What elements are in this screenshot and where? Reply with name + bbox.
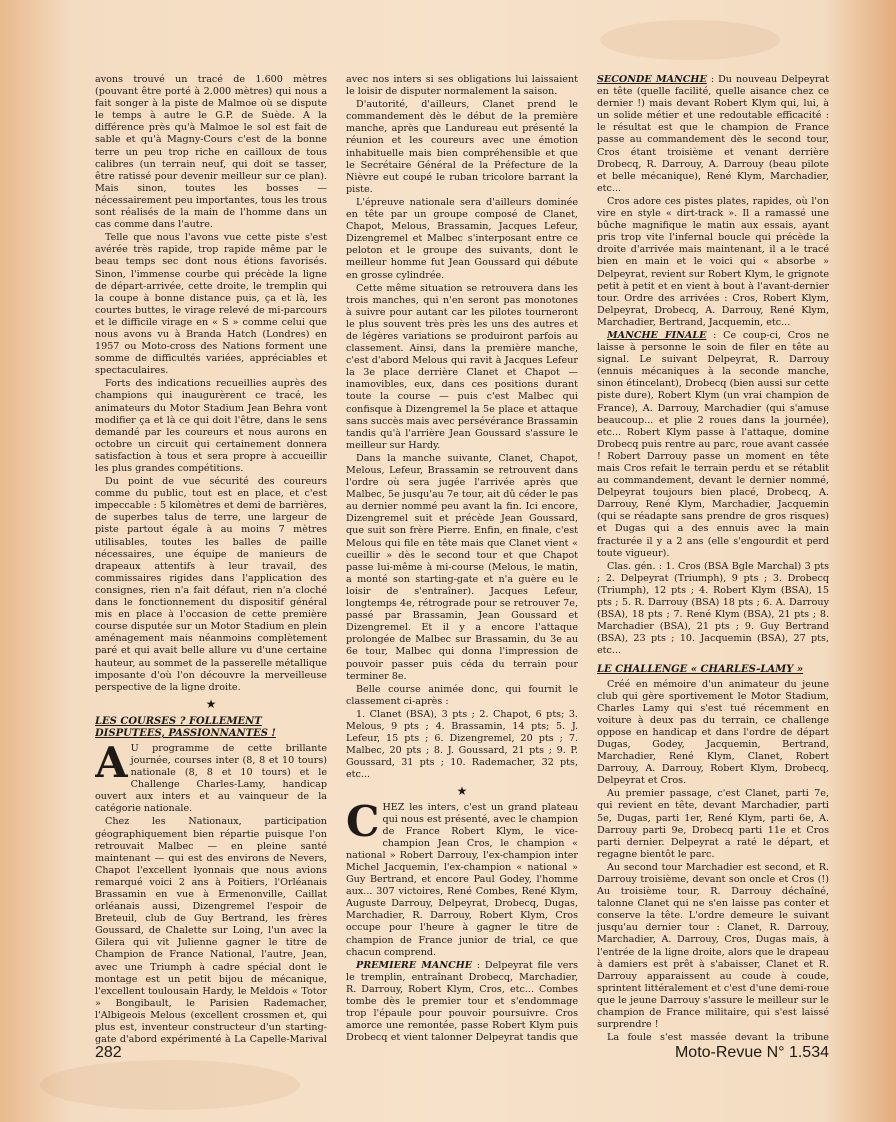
paragraph: Cette même situation se retrouvera dans les trois manches, qui n'en seront pas monotones à suivre pour autant car les pilotes tourneront le plus souvent très près les uns des autres et de légères variations se produiront parfois au classement. Ainsi, dans la première manche, c'est d'abord Melous qui ravit à Jacques Lefeur la 3e place derrière Clanet et Chapot — inamovibles, eux, dans ces positions durant toute la course — puis c'est Malbec qui confisque à Dizengremel la 5e place et attaque sans succès mais avec persévérance Brassamin tandis qu'à l'arrière Jean Goussard s'assure le meilleur sur Hardy. [346, 282, 578, 451]
paper-stain [40, 1060, 300, 1110]
column-3 [597, 74, 829, 1044]
paragraph: Belle course animée donc, qui fournit le classement ci-après : [346, 683, 578, 707]
paragraph: Du point de vue sécurité des coureurs comme du public, tout est en place, et c'est impeccable : 5 kilomètres et demi de barrières, de superbes talus de terre, une largeur de piste partout égale à au moins 7 mètres utilisables, toutes les balles de paille nécessaires, une équipe de manieurs de drapeaux attentifs à leur travail, des commissaires rigides dans l'application des consignes, rien n'a fait défaut, rien n'a cloché dans le fonctionnement du dispositif général mis en place à l'occasion de cette première course disputée sur un Motor Stadium en plein aménagement mais néanmoins complètement paré et qui avait belle allure vu d'une certaine hauteur, au sommet de la passerelle métallique imposante d'où l'on découvre la merveilleuse perspective de la ligne droite. [95, 476, 327, 693]
paragraph: D'autorité, d'ailleurs, Clanet prend le commandement dès le début de la première manche, après que Landureau eut présenté la réunion et les coureurs avec une émotion inhabituelle mais bien compréhensible et que le Secrétaire Général de la Préfecture de la Nièvre eut coupé le ruban tricolore barrant la piste. [346, 99, 578, 195]
inline-heading: PREMIERE MANCHE [356, 959, 473, 971]
drop-cap: C [346, 796, 380, 846]
paragraph: Telle que nous l'avons vue cette piste s'est avérée très rapide, trop rapide même par le beau temps sec dont nous étions favorisés. Sinon, l'immense courbe qui précède la ligne de départ-arrivée, cette droite, le tremplin qui la coupe à bonne distance puis, ça et là, les courtes buttes, le virage relevé de mi-parcours et le difficile virage en « S » comme celui que nous avons vu à Branda Hatch (Londres) en 1957 ou Moto-cross des Nations forment une somme de difficultés variées, appréciables et spectaculaires. [95, 232, 327, 377]
paragraph: Forts des indications recueillies auprès des champions qui inaugurèrent ce tracé, les animateurs du Motor Stadium Jean Behra vont modifier ça et là ce qui doit l'être, dans le sens demandé par les coureurs et nous aurons en octobre un circuit qui certainement donnera satisfaction à tous et sera propre à accueillir les plus grandes compétitions. [95, 378, 327, 474]
paragraph: A U programme de cette brillante journée, courses inter (8, 8 et 10 tours) nationale (8, 8 et 10 tours) et le Challenge Charles-Lamy, handicap ouvert aux inters et au vainqueur de la catégorie nationale. [95, 737, 327, 815]
column-1 [95, 74, 327, 1044]
paragraph: Cros adore ces pistes plates, rapides, où l'on vire en style « dirt-track ». Il a ramassé une bûche magnifique le matin aux essais, ayant pris trop vite l'infernal boucle qui précède la droite d'arrivée mais maintenant, il a le tracé bien en main et le voici qui « absorbe » Delpeyrat, revient sur Robert Klym, le grignote petit à petit et en vient à bout à l'avant-dernier tour. Ordre des arrivées : Cros, Robert Klym, Delpeyrat, Drobecq, A. Darrouy, René Klym, Marchadier, Bertrand, Jacquemin, etc... [597, 195, 829, 328]
paragraph: avec nos inters si ses obligations lui laissaient le loisir de disputer normalement la saison. [346, 74, 578, 98]
page-number: 282 [95, 1044, 122, 1061]
paragraph: Dans la manche suivante, Clanet, Chapot, Melous, Lefeur, Brassamin se retrouvent dans l'ordre où sera jugée l'arrivée après que Malbec, 5e jusqu'au 7e tour, ait dû céder le pas au dernier nommé peu avant la fin. Ici encore, Dizengremel suit et précède Jean Goussard, que suit son frère Pierre. Enfin, en finale, c'est Melous qui file en tête mais que Clanet vient « cueillir » dès le second tour et que Chapot passe lui-même à mi-course (Melous, le matin, a monté son starting-gate et n'a guère eu le loisir de s'entraîner). Jacques Lefeur, longtemps 4e, rétrograde pour se retrouver 7e, passé par Brassamin, Jean Goussard et Dizengremel. Et il y a encore l'attaque prolongée de Malbec sur Brassamin, du 3e au 6e tour, Malbec qui donna l'impression de pouvoir passer puis céda du terrain pour terminer 8e. [346, 452, 578, 682]
drop-cap: A [95, 737, 128, 787]
inline-heading: SECONDE MANCHE [597, 74, 707, 85]
star-separator: ★ [205, 696, 217, 711]
inline-heading: MANCHE FINALE [607, 329, 707, 341]
paragraph: Au premier passage, c'est Clanet, parti 7e, qui revient en tête, devant Marchadier, parti 5e, Dugas, parti 1er, René Klym, parti 6e, A. Darrouy parti 9e, Drobecq parti 11e et Cros parti dernier. Delpeyrat a raté le départ, et regagne bientôt le parc. [597, 788, 829, 860]
paragraph: La foule s'est massée devant la tribune [607, 1032, 829, 1044]
paragraph: avons trouvé un tracé de 1.600 mètres (pouvant être porté à 2.000 mètres) qui nous a fait songer à la piste de Malmoe où se dispute le temps à autre le G.P. de Suède. A la différence près qu'à Malmoe le sol est fait de sable et qu'à Magny-Cours c'est de la bonne terre un peu trop riche en cailloux de tous calibres (un terrain neuf, qui doit se tasser, être ratissé pour devenir meilleur sur ce plan). Mais sinon, toutes les bosses — nécessairement peu importantes, tous les trous sont réalisés de la main de l'homme dans un cas comme dans l'autre. [95, 74, 327, 231]
results-list: Clas. gén. : 1. Cros (BSA Bgle Marchal) 3 pts ; 2. Delpeyrat (Triumph), 9 pts ; 3. Drobecq (Triumph), 12 pts ; 4. Robert Klym (BSA), 15 pts ; 5. R. Darrouy (BSA) 18 pts ; 6. A. Darrouy (BSA), 18 pts ; 7. René Klym (BSA), 21 pts ; 8. Marchadier (BSA), 21 pts ; 9. Guy Bertrand (BSA), 23 pts ; 10. Jacquemin (BSA), 27 pts, etc... [597, 560, 829, 657]
paragraph: SECONDE MANCHE : Du nouveau Delpeyrat en tête (quelle facilité, quelle aisance chez ce dernier !) mais devant Robert Klym qui, lui, à un solide métier et une redoutable efficacité : le résultat est que le champion de France passe au commandement dès le second tour, Cros étant troisième et venant derrière Drobecq, R. Darrouy, A. Darrouy (beau pilote et belle mécanique), René Klym, Marchadier, etc... [597, 74, 829, 194]
section-heading: LE CHALLENGE « CHARLES-LAMY » [597, 663, 804, 675]
paper-stain [600, 20, 780, 60]
paragraph: L'épreuve nationale sera d'ailleurs dominée en tête par un groupe composé de Clanet, Chapot, Melous, Brassamin, Jacques Lefeur, Dizengremel et Malbec s'interposant entre ce peloton et le groupe des suivants, dont le meilleur homme fut Jean Goussard qui débute en grosse cylindrée. [346, 196, 578, 281]
paragraph: Créé en mémoire d'un animateur du jeune club qui gère sportivement le Motor Stadium, Charles Lamy qui s'est tué récemment en voiture à deux pas du terrain, ce challenge oppose en handicap et dans l'ordre de départ Dugas, Godey, Jacquemin, Bertrand, Marchadier, René Klym, Clanet, Robert Darrouy, A. Darrouy, Robert Klym, Drobecq, Delpeyrat et Cros. [597, 678, 829, 787]
section-heading: LES COURSES ? FOLLEMENT DISPUTEES, PASSIONNANTES ! [95, 715, 276, 739]
paragraph: Au second tour Marchadier est second, et R. Darrouy troisième, devant son oncle et Cros (!) Au troisième tour, R. Darrouy déchaîné, talonne Clanet qui ne s'en laisse pas conter et conserve la tête. L'ordre demeure le suivant jusqu'au dernier tour : Clanet, R. Darrouy, Marchadier, A. Darrouy, Cros, Dugas mais, à l'entrée de la ligne droite, alors que le drapeau à damiers est prêt à s'abaisser, Clanet et R. Darrouy apparaissent au coude à coude, sprintent littéralement et c'est d'une demi-roue que le jeune Darrouy s'assure le meilleur sur le champion de France militaire, qui s'est laissé surprendre ! [597, 861, 829, 1031]
magazine-title: Moto-Revue N° 1.534 [674, 1044, 829, 1061]
paragraph: Chez les Nationaux, participation géographiquement bien répartie puisque l'on retrouvait Malbec — en pleine santé maintenant — qui est des environs de Nevers, Chapot l'excellent lyonnais que nous avions remarqué voici 2 ans à Poitiers, l'Orléanais Brassamin en vue à Ermenonville, Caillat orléanais aussi, Dizengremel l'espoir de Breteuil, club de Guy Bertrand, les frères Goussard, de Chalette sur Loing, l'un avec la Gilera qui vit Julienne gagner le titre de Champion de France National, l'autre, Jean, avec une Triumph à cadre spécial dont le montage est un petit bijou de mécanique, l'excellent toulousain Hardy, le Meldois « Totor » Bongibault, le Parisien Rademacher, l'Albigeois Melous (excellent crossmen et, qui plus est, inventeur constructeur d'un starting-gate d'abord expérimenté à La Capelle-Marival [95, 816, 327, 1044]
paragraph: MANCHE FINALE : Ce coup-ci, Cros ne laisse à personne le soin de filer en tête au signal. Le suivant Delpeyrat, R. Darrouy (ennuis mécaniques à la seconde manche, sinon étincelant), Drobecq (bien aussi sur cette piste dure), Robert Klym (un vrai champion de France), A. Darrouy, Marchadier (qui s'amuse beaucoup... et plie 2 roues dans la journée), etc... Robert Klym passe à l'attaque, domine Drobecq puis rentre au parc, roue avant cassée ! Robert Darrouy passe un moment en tête mais Cros refait le terrain perdu et se rétablit au commandement, devant le dernier nommé, Delpeyrat toujours bien placé, Drobecq, A. Darrouy, René Klym, Marchadier, Jacquemin (qui se réadapte sans prendre de gros risques) et Dugas qui a des ennuis avec la main fracturée il y a 2 ans (elle s'engourdit et perd toute vigueur). [597, 329, 829, 559]
paragraph: CHEZ les inters, c'est un grand plateau qui nous est présenté, avec le champion de France Robert Klym, le vice-champion Jean Cros, le champion « national » Robert Darrouy, l'ex-champion inter Michel Jacquemin, l'ex-champion « national » Guy Bertrand, et encore Paul Godey, l'homme aux... 307 victoires, René Combes, René Klym, Auguste Darrouy, Delpeyrat, Drobecq, Dugas, Marchadier, R. Darrouy, Robert Klym, Cros occupe pour l'heure à gagner le titre de champion de France junior de trial, ce que chacun comprend. [346, 796, 578, 958]
paragraph: PREMIERE MANCHE : Delpeyrat file vers le tremplin, entraînant Drobecq, Marchadier, R. Darrouy, Robert Klym, Cros, etc... Combes tombe dès le premier tour et s'endommage trop l'épaule pour pouvoir poursuivre. Cros amorce une remontée, passe Robert Klym puis Drobecq et vient talonner Delpeyrat tandis que [346, 959, 578, 1044]
results-list: 1. Clanet (BSA), 3 pts ; 2. Chapot, 6 pts; 3. Melous, 9 pts ; 4. Brassamin, 14 pts; 5. J. Lefeur, 15 pts ; 6. Dizengremel, 20 pts ; 7. Malbec, 20 pts ; 8. J. Goussard, 21 pts ; 9. P. Goussard, 31 pts ; 10. Rademacher, 32 pts, etc... [346, 708, 578, 781]
star-separator: ★ [456, 784, 468, 799]
column-2 [346, 74, 578, 1044]
